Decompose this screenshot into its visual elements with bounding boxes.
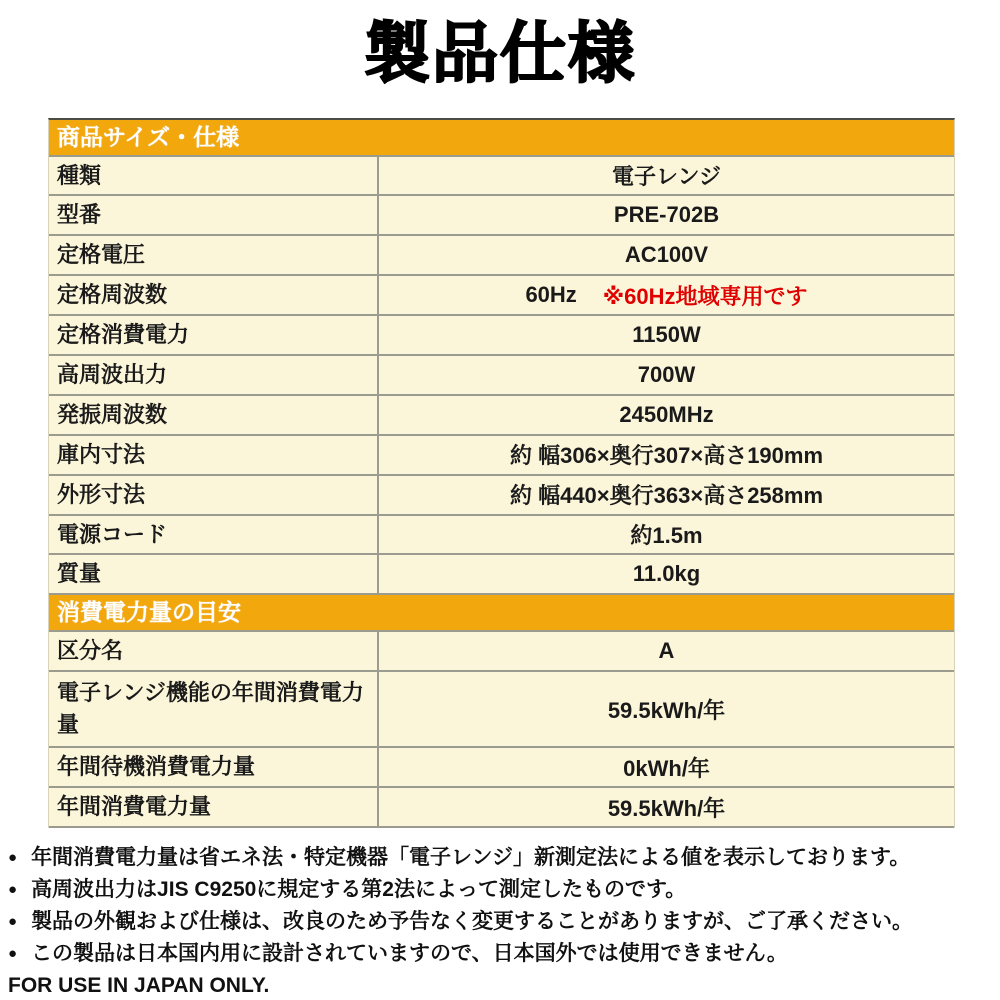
footnote-line xyxy=(8,874,994,906)
footnote-text-japan-domestic: この製品は日本国内用に設計されていますので、日本国外では使用できません。 xyxy=(31,941,788,965)
footnote-line xyxy=(8,906,994,938)
row-label-external-dimensions: 外形寸法 xyxy=(49,476,379,514)
row-label-annual-microwave-energy: 電子レンジ機能の年間消費電力量 xyxy=(49,672,379,746)
table-row xyxy=(49,396,954,436)
table-row xyxy=(49,196,954,236)
row-value-type: 電子レンジ xyxy=(612,163,721,189)
frequency-value: 60Hz xyxy=(525,282,577,308)
table-row xyxy=(49,157,954,197)
row-value-annual-microwave-energy: 59.5kWh/年 xyxy=(607,697,726,723)
row-value-oscillation-frequency: 2450MHz xyxy=(619,401,714,427)
table-row xyxy=(49,555,954,595)
row-label-power-consumption: 定格消費電力 xyxy=(49,316,379,354)
row-value-frequency xyxy=(379,276,954,314)
row-label-weight: 質量 xyxy=(49,555,379,593)
table-row xyxy=(49,672,954,748)
row-value-external-dimensions: 約 幅440×奥行363×高さ258mm xyxy=(509,483,824,509)
table-row xyxy=(49,476,954,516)
row-value-interior-dimensions: 約 幅306×奥行307×高さ190mm xyxy=(509,443,824,469)
page-title: 製品仕様 xyxy=(364,16,636,90)
section-header-size-spec: 商品サイズ・仕様 xyxy=(49,120,954,157)
section-header-energy-consumption: 消費電力量の目安 xyxy=(49,595,954,632)
table-row xyxy=(49,276,954,316)
table-row xyxy=(49,516,954,556)
row-label-model: 型番 xyxy=(49,196,379,234)
bullet-icon: ● xyxy=(8,848,18,866)
row-label-hf-output: 高周波出力 xyxy=(49,356,379,394)
bullet-icon: ● xyxy=(8,912,18,930)
row-value-category: A xyxy=(658,638,675,664)
footnote-japan-only: FOR USE IN JAPAN ONLY. xyxy=(8,973,270,997)
bullet-icon: ● xyxy=(8,880,18,898)
row-label-annual-standby-energy: 年間待機消費電力量 xyxy=(49,748,379,786)
footnote-line xyxy=(8,842,994,874)
table-row xyxy=(49,748,954,788)
table-row xyxy=(49,356,954,396)
row-label-annual-energy: 年間消費電力量 xyxy=(49,788,379,826)
row-label-power-cord: 電源コード xyxy=(49,516,379,554)
footnote-text-jis-standard: 高周波出力はJIS C9250に規定する第2法によって測定したものです。 xyxy=(31,877,687,901)
table-row xyxy=(49,632,954,672)
row-value-voltage: AC100V xyxy=(624,242,709,268)
table-row xyxy=(49,436,954,476)
row-value-hf-output: 700W xyxy=(637,361,696,387)
row-value-annual-energy: 59.5kWh/年 xyxy=(607,795,726,821)
spec-table xyxy=(48,118,955,828)
footnote-line xyxy=(8,938,994,970)
row-value-annual-standby-energy: 0kWh/年 xyxy=(623,755,710,781)
row-value-weight: 11.0kg xyxy=(632,561,701,587)
table-row xyxy=(49,316,954,356)
row-label-voltage: 定格電圧 xyxy=(49,236,379,274)
row-label-type: 種類 xyxy=(49,157,379,195)
row-label-interior-dimensions: 庫内寸法 xyxy=(49,436,379,474)
table-row xyxy=(49,788,954,828)
row-label-frequency: 定格周波数 xyxy=(49,276,379,314)
footnote-text-annual-energy-law: 年間消費電力量は省エネ法・特定機器「電子レンジ」新測定法による値を表示しております。 xyxy=(31,845,911,869)
row-value-power-cord: 約1.5m xyxy=(630,522,703,548)
row-label-oscillation-frequency: 発振周波数 xyxy=(49,396,379,434)
row-label-category: 区分名 xyxy=(49,632,379,670)
bullet-icon: ● xyxy=(8,944,18,962)
frequency-region-note: ※60Hz地域専用です xyxy=(602,283,808,309)
footnote-text-spec-change: 製品の外観および仕様は、改良のため予告なく変更することがありますが、ご了承ください。 xyxy=(31,909,914,933)
row-value-power-consumption: 1150W xyxy=(632,322,701,347)
footnotes xyxy=(8,842,994,1000)
table-row xyxy=(49,236,954,276)
row-value-model: PRE-702B xyxy=(613,202,720,228)
